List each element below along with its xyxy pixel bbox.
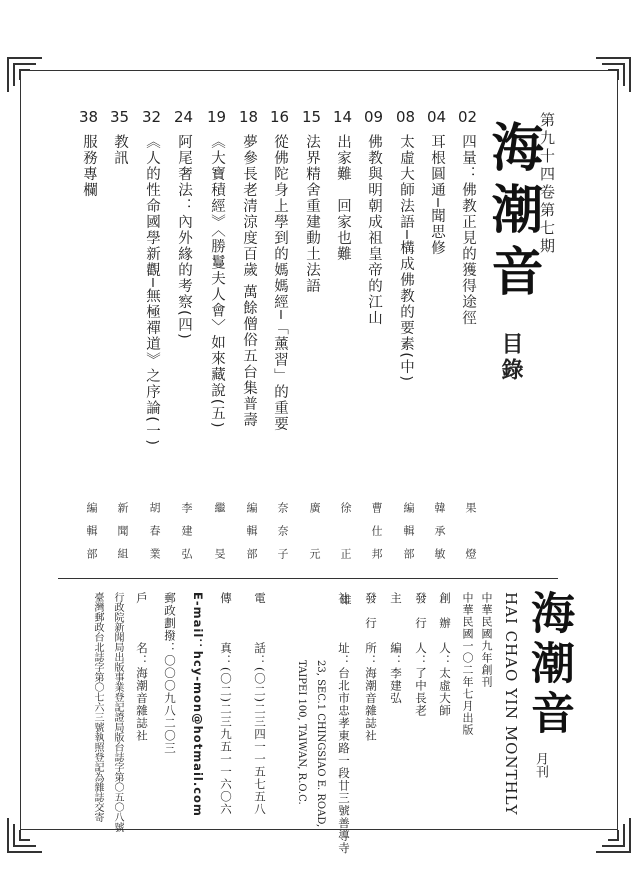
toc-page-number: 02	[458, 108, 478, 126]
colophon-value: (〇二)二三九五一一六〇六	[219, 667, 233, 816]
toc-title: 太虛大師法語─構成佛教的要素(中)	[398, 134, 414, 383]
masthead-logo: 海潮音	[523, 590, 574, 740]
colophon-value: 李建弘	[389, 667, 403, 705]
toc-author: 李建弘	[180, 502, 193, 571]
toc-title: 夢參長老清涼度百歲 萬餘僧俗五台集普壽	[241, 134, 257, 429]
colophon-value: (〇二)二三四一一五七五八	[253, 667, 267, 816]
corner-ornament-bottom-right	[594, 816, 632, 854]
colophon-label: 傳 真：	[219, 592, 233, 667]
colophon-row	[218, 592, 234, 815]
magazine-logo: 海潮音	[482, 120, 543, 306]
colophon-label: 主 編：	[389, 592, 403, 667]
toc-author: 新聞組	[116, 502, 129, 571]
colophon-label: 戶 名：	[135, 592, 149, 667]
toc-heading: 目錄	[498, 332, 523, 384]
toc-author: 徐 正 雄	[339, 502, 352, 617]
colophon-value: 太虛大師	[438, 667, 452, 717]
toc-title: 佛教與明朝成祖皇帝的江山	[366, 134, 382, 326]
colophon-label: 電 話：	[253, 592, 267, 667]
toc-title: 耳根圓通─聞思修	[429, 134, 445, 257]
toc-page-number: 19	[207, 108, 227, 126]
toc-page-number: 32	[142, 108, 162, 126]
volume-issue: 第九十四卷第七期	[538, 112, 556, 256]
colophon-row	[190, 592, 206, 817]
masthead-english-title: HAI CHAO YIN MONTHLY	[502, 592, 520, 816]
colophon-label: E-mail：	[191, 592, 205, 651]
toc-author: 編輯部	[85, 502, 98, 571]
colophon-label: 社 址：	[337, 592, 351, 667]
email-link[interactable]: hcy-mon@hotmail.com	[191, 650, 205, 817]
colophon-row	[388, 592, 404, 705]
colophon-value: 〇〇〇九八二〇三	[163, 654, 177, 755]
toc-page-number: 15	[302, 108, 322, 126]
registration-line: 行政院新聞局出版事業登記證局版台誌字第〇五〇八號	[112, 592, 123, 832]
colophon-value: 台北市忠孝東路一段廿三號善導寺	[337, 667, 351, 855]
toc-page-number: 24	[174, 108, 194, 126]
toc-page-number: 09	[364, 108, 384, 126]
colophon-value: 海潮音雜誌社	[135, 667, 149, 742]
toc-author: 編輯部	[245, 502, 258, 571]
colophon-row	[413, 592, 429, 717]
colophon-row	[437, 592, 453, 717]
toc-title: 教訊	[112, 134, 128, 166]
corner-ornament-top-right	[594, 56, 632, 94]
colophon-label: 創 辦 人：	[438, 592, 452, 667]
toc-title: 《大寶積經》〈勝鬘夫人會〉如來藏說(五)	[209, 134, 225, 430]
toc-page-number: 18	[239, 108, 259, 126]
toc-author: 編輯部	[402, 502, 415, 571]
toc-title: 服務專欄	[81, 134, 97, 198]
toc-title: 法界精舍重建動土法語	[304, 134, 320, 294]
toc-page-number: 04	[427, 108, 447, 126]
colophon-row	[363, 592, 379, 742]
toc-page-number: 14	[333, 108, 353, 126]
colophon-row	[134, 592, 150, 742]
toc-author: 果 燈	[464, 502, 477, 571]
corner-ornament-bottom-left	[6, 816, 44, 854]
toc-title: 《人的性命國學新觀─無極禪道》之序論(一)	[144, 134, 160, 447]
section-divider	[58, 578, 558, 579]
colophon-row	[162, 592, 178, 755]
address-english-line1: 23, SEC.1 CHINGSIAO E. ROAD,	[315, 660, 326, 828]
address-english-line2: TAIPEI 100, TAIWAN, R.O.C.	[296, 660, 307, 805]
toc-author: 胡春業	[148, 502, 161, 571]
colophon-label: 發 行 人：	[414, 592, 428, 667]
toc-author: 韓承敏	[433, 502, 446, 571]
toc-page-number: 16	[270, 108, 290, 126]
toc-title: 從佛陀身上學到的媽媽經─「薰習」的重要	[272, 134, 288, 433]
colophon-row	[336, 592, 352, 855]
toc-page-number: 38	[79, 108, 99, 126]
colophon-label: 發 行 所：	[364, 592, 378, 667]
published-line: 中華民國一〇二年七月出版	[461, 592, 474, 736]
toc-title: 出家難 回家也難	[335, 134, 351, 262]
masthead-monthly: 月刊	[533, 752, 548, 778]
colophon-value: 海潮音雜誌社	[364, 667, 378, 742]
colophon-row	[252, 592, 268, 815]
founded-line: 中華民國九年創刊	[480, 592, 493, 688]
corner-ornament-top-left	[6, 56, 44, 94]
toc-title: 四量：佛教正見的獲得途徑	[460, 134, 476, 326]
toc-page-number: 35	[110, 108, 130, 126]
toc-author: 奈奈子	[276, 502, 289, 571]
toc-author: 曹仕邦	[370, 502, 383, 571]
postal-license-line: 臺灣郵政台北誌字第〇七六三號執照登記為雜誌交寄	[92, 592, 103, 822]
colophon-value: 了中長老	[414, 667, 428, 717]
toc-author: 廣 元	[308, 502, 321, 571]
toc-page-number: 08	[396, 108, 416, 126]
toc-author: 繼 旻	[213, 502, 226, 571]
colophon-label: 郵政劃撥：	[163, 592, 177, 655]
toc-title: 阿尾奢法：內外緣的考察(四)	[176, 134, 192, 341]
